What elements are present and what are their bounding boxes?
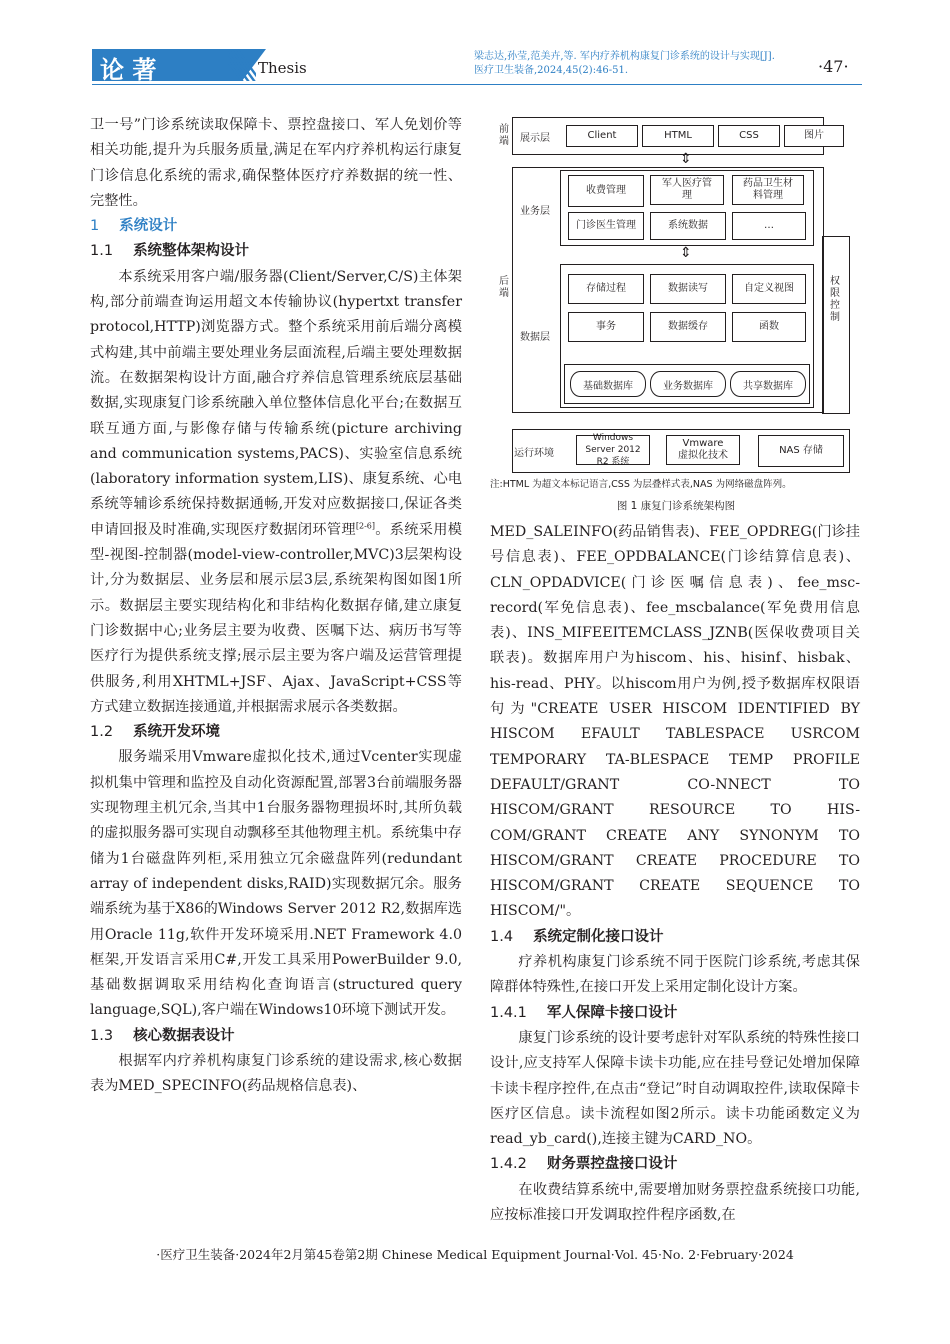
- display-layer-label: 展示层: [520, 133, 550, 144]
- business-layer-label: 业务层: [520, 206, 550, 217]
- database-cylinder: 共享数据库: [730, 371, 806, 397]
- thesis-label: Thesis: [258, 59, 307, 77]
- env-item: Vmware 虚拟化技术: [666, 435, 740, 465]
- heading-text: 军人保障卡接口设计: [546, 1004, 678, 1021]
- heading-text: 系统定制化接口设计: [533, 928, 664, 945]
- heading-number: 1.1: [90, 243, 114, 260]
- journal-footer: ·医疗卫生装备·2024年2月第45卷第2期 Chinese Medical Equipment Journal·Vol. 45·No. 2·February·2024: [156, 1247, 794, 1262]
- data-item: 函数: [732, 312, 806, 342]
- heading-text: 系统开发环境: [133, 724, 221, 741]
- data-item: 自定义视图: [732, 274, 806, 304]
- left-column: [90, 113, 462, 1100]
- runtime-label: 运行环境: [514, 448, 554, 459]
- heading-number: 1: [90, 218, 100, 235]
- citation-line-2: 医疗卫生装备,2024,45(2):46-51.: [474, 65, 629, 76]
- front-end-label: 前端: [499, 124, 509, 147]
- section-title: 论 著: [100, 56, 157, 84]
- data-item: 数据缓存: [650, 312, 726, 342]
- heading-1-4: [490, 925, 860, 950]
- display-item-html: HTML: [642, 125, 714, 147]
- heading-number: 1.4: [490, 928, 514, 945]
- citation-line-1: 梁志达,孙莹,范美卉,等. 军内疗养机构康复门诊系统的设计与实现[J].: [474, 51, 775, 62]
- display-item-client: Client: [566, 125, 638, 147]
- heading-1-4-1: [490, 1001, 860, 1026]
- paragraph: 康复门诊系统的设计要考虑针对军队系统的特殊性接口设计,应支持军人保障卡读卡功能,应在挂号登记处增加保障卡读卡程序控件,在点击“登记”时自动调取控件,读取保障卡医疗区信息。读卡流程如图2所示。读卡功能函数定义为read_yb_card(),连接主键为CARD_NO。: [490, 1029, 860, 1148]
- permission-frame: [822, 236, 850, 414]
- paragraph: 卫一号”门诊系统读取保障卡、票控盘接口、军人免划价等相关功能,提升为兵服务质量,满足在军内疗养机构运行康复门诊信息化系统的需求,确保整体医疗疗养数据的统一性、完整性。: [90, 117, 462, 209]
- data-layer-label: 数据层: [520, 332, 550, 343]
- data-item: 事务: [568, 312, 644, 342]
- business-item: 药品卫生材料管理: [732, 175, 804, 205]
- header-stripes: [228, 49, 256, 81]
- heading-text: 财务票控盘接口设计: [546, 1156, 678, 1173]
- env-item: Windows Server 2012 R2 系统: [576, 435, 650, 465]
- reference-marker[interactable]: [2-6]: [355, 521, 375, 531]
- display-item-css: CSS: [718, 125, 780, 147]
- paragraph: 服务端采用Vmware虚拟化技术,通过Vcenter实现虚拟机集中管理和监控及自动化资源配置,部署3台前端服务器实现物理主机冗余,当其中1台服务器物理损坏时,其所负载的虚拟服务器可实现自动飘移至其他物理主机。系统集中存储为1台磁盘阵列柜,采用独立冗余磁盘阵列(redundant array of independent disks,RAID)实现数据冗余。服务端系统为基于X86的Windows Server 2012 R2,数据库选用Oracle 11g,软件开发环境采用.NET Framework 4.0框架,开发语言采用C#,开发工具采用PowerBuilder 9.0,基础数据调取采用结构化查询语言(structured query language,SQL),客户端在Windows10环境下测试开发。: [90, 749, 462, 1019]
- business-item: 门诊医生管理: [568, 212, 644, 240]
- heading-1: [90, 214, 462, 239]
- heading-1-4-2: [490, 1152, 860, 1177]
- architecture-figure: [490, 114, 862, 470]
- double-arrow-icon: ⇕: [680, 151, 692, 167]
- business-item: 收费管理: [568, 175, 644, 207]
- double-arrow-icon: ⇕: [680, 245, 692, 261]
- heading-text: 系统设计: [119, 218, 178, 235]
- paragraph-text: 本系统采用客户端/服务器(Client/Server,C/S)主体架构,部分前端查询运用超文本传输协议(hypertxt transfer protocol,HTTP)浏览器方式。整个系统采用前后端分离模式构建,其中前端主要处理业务层面流程,后端主要处理数据流。在数据架构设计方面,融合疗养信息管理系统底层基础数据,实现康复门诊系统融入单位整体信息化平台;在数据互联互通方面,与影像存储与传输系统(picture archiving and communication systems,PACS)、实验室信息系统(laboratory information system,LIS)、康复系统、心电系统等辅诊系统保持数据通畅,开发对应数据接口,保证各类申请回报及时准确,实现医疗数据闭环管理: [90, 268, 462, 538]
- database-cylinder: 基础数据库: [570, 371, 646, 397]
- heading-1-2: [90, 720, 462, 745]
- permission-label: 权限控制: [830, 276, 840, 323]
- heading-text: 系统整体架构设计: [133, 243, 250, 260]
- right-column: [490, 520, 860, 1228]
- data-item: 存储过程: [568, 274, 644, 304]
- heading-1-3: [90, 1024, 462, 1049]
- back-end-label: 后端: [499, 276, 509, 299]
- env-item: NAS 存储: [758, 435, 844, 467]
- paragraph: 在收费结算系统中,需要增加财务票控盘系统接口功能,应按标准接口开发调取控件程序函数,在: [490, 1181, 860, 1224]
- heading-number: 1.4.1: [490, 1004, 527, 1021]
- heading-text: 核心数据表设计: [133, 1027, 235, 1044]
- heading-1-1: [90, 239, 462, 264]
- paragraph-text: 。系统采用模型-视图-控制器(model-view-controller,MVC)3层架构设计,分为数据层、业务层和展示层3层,系统架构图如图1所示。数据层主要实现结构化和非结构化数据存储,建立康复门诊数据中心;业务层主要为收费、医嘱下达、病历书写等医疗行为提供系统支撑;展示层主要为客户端及运营管理提供服务,利用XHTML+JSF、Ajax、JavaScript+CSS等方式建立数据连接通道,并根据需求展示各类数据。: [90, 521, 462, 715]
- business-item: …: [732, 212, 806, 240]
- heading-number: 1.2: [90, 724, 114, 741]
- paragraph: MED_SALEINFO(药品销售表)、FEE_OPDREG(门诊挂号信息表)、FEE_OPDBALANCE(门诊结算信息表)、CLN_OPDADVICE(门诊医嘱信息表)、fee_msc-record(军免信息表)、fee_mscbalance(军免费用信息表)、INS_MIFEEITEMCLASS_JZNB(医保收费项目关联表)。数据库用户为hiscom、his、hisinf、hisbak、his-read、PHY。以hiscom用户为例,授予数据库权限语句为"CREATE USER HISCOM IDENTIFIED BY HISCOM EFAULT TABLESPACE USRCOM TEMPORARY TA-BLESPACE TEMP PROFILE DEFAULT/GRANT CO-NNECT TO HISCOM/GRANT RESOURCE TO HIS-COM/GRANT CREATE ANY SYNONYM TO HISCOM/GRANT CREATE PROCEDURE TO HISCOM/GRANT CREATE SEQUENCE TO HISCOM/"。: [490, 524, 860, 920]
- heading-number: 1.4.2: [490, 1156, 527, 1173]
- heading-number: 1.3: [90, 1027, 114, 1044]
- database-cylinder: 业务数据库: [650, 371, 726, 397]
- data-item: 数据读写: [650, 274, 726, 304]
- citation: [474, 50, 819, 78]
- figure-caption: 图 1 康复门诊系统架构图: [616, 500, 736, 512]
- paragraph: [90, 265, 462, 720]
- header-rule: [92, 84, 862, 85]
- paragraph: 疗养机构康复门诊系统不同于医院门诊系统,考虑其保障群体特殊性,在接口开发上采用定制化设计方案。: [490, 954, 860, 996]
- business-item: 系统数据: [650, 212, 726, 240]
- business-item: 军人医疗管理: [650, 175, 724, 205]
- display-item-image: 图片: [784, 125, 844, 147]
- figure-note: 注:HTML 为超文本标记语言,CSS 为层叠样式表,NAS 为网络磁盘阵列。: [490, 479, 792, 490]
- page-number: ·47·: [818, 57, 849, 76]
- paragraph: 根据军内疗养机构康复门诊系统的建设需求,核心数据表为MED_SPECINFO(药品规格信息表)、: [90, 1052, 462, 1095]
